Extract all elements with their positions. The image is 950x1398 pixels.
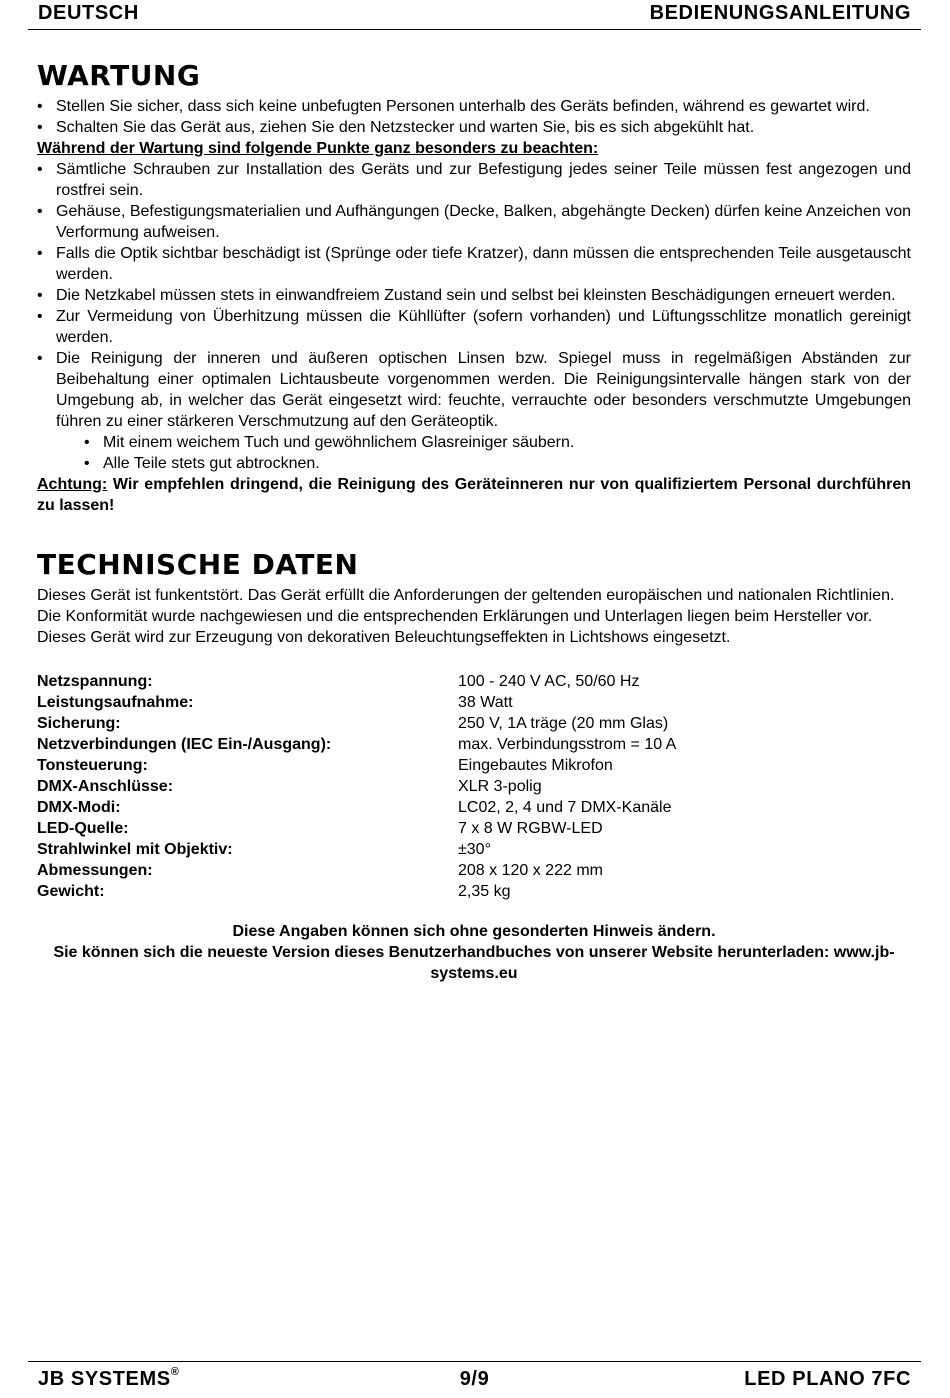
cleaning-steps [37, 432, 911, 474]
spec-label: Tonsteuerung: [37, 757, 148, 774]
spec-row [37, 860, 676, 881]
spec-value: XLR 3-polig [458, 778, 542, 795]
checklist-heading: Während der Wartung sind folgende Punkte ganz besonders zu beachten: [37, 140, 599, 157]
spec-value: max. Verbindungsstrom = 10 A [458, 736, 677, 753]
list-item: • Mit einem weichem Tuch und gewöhnlichem Glasreiniger säubern. [103, 432, 911, 453]
spec-row [37, 713, 676, 734]
spec-label: LED-Quelle: [37, 820, 129, 837]
page-number: 9/9 [459, 1368, 490, 1390]
spec-row [37, 734, 676, 755]
registered-mark: ® [170, 1366, 180, 1378]
header-language: DEUTSCH [38, 2, 139, 24]
spec-value: 208 x 120 x 222 mm [458, 862, 603, 879]
spec-label: Strahlwinkel mit Objektiv: [37, 841, 233, 858]
list-item: • Zur Vermeidung von Überhitzung müssen die Kühllüfter (sofern vorhanden) und Lüftungsschlitze monatlich gereinigt werden. [37, 306, 911, 348]
brand-name: JB SYSTEMS [38, 1368, 171, 1390]
page-footer [28, 1361, 921, 1398]
spec-label: Netzverbindungen (IEC Ein-/Ausgang): [37, 736, 332, 753]
download-note: Sie können sich die neueste Version dieses Benutzerhandbuches von unserer Website herunterladen: www.jb-systems.eu [53, 944, 895, 982]
page-content [37, 56, 911, 984]
spec-value: 2,35 kg [458, 883, 511, 900]
specs-title: TECHNISCHE DATEN [37, 548, 359, 581]
list-item: • Sämtliche Schrauben zur Installation des Geräts und zur Befestigung jedes seiner Teile müssen fest angezogen und rostfrei sein. [37, 159, 911, 201]
list-item: • Die Netzkabel müssen stets in einwandfreiem Zustand sein und selbst bei kleinsten Beschädigungen erneuert werden. [37, 285, 911, 306]
spec-value: 38 Watt [458, 694, 513, 711]
spec-value: 100 - 240 V AC, 50/60 Hz [458, 673, 640, 690]
list-item: • Die Reinigung der inneren und äußeren optischen Linsen bzw. Spiegel muss in regelmäßigen Abständen zur Beibehaltung einer optimalen Lichtausbeute vorgenommen werden. Die Reinigungsintervalle hängen stark von der Umgebung ab, in welcher das Gerät eingesetzt wird: feuchte, verrauchte oder besonders verschmutzte Umgebungen führen zu einer stärkeren Verschmutzung auf den Geräteoptik. [37, 348, 911, 432]
specs-paragraph: Dieses Gerät ist funkentstört. Das Gerät erfüllt die Anforderungen der geltenden europäischen und nationalen Richtlinien. Die Konformität wurde nachgewiesen und die entsprechenden Erklärungen und Unterlagen liegen beim Hersteller vor. [37, 587, 895, 625]
warning-label: Achtung: [37, 476, 108, 493]
list-item: • Gehäuse, Befestigungsmaterialien und Aufhängungen (Decke, Balken, abgehängte Decken) dürfen keine Anzeichen von Verformung aufweisen. [37, 201, 911, 243]
spec-row [37, 671, 676, 692]
change-note: Diese Angaben können sich ohne gesonderten Hinweis ändern. [232, 923, 716, 940]
specs-paragraph: Dieses Gerät wird zur Erzeugung von dekorativen Beleuchtungseffekten in Lichtshows eingesetzt. [37, 629, 731, 646]
header-doc-type: BEDIENUNGSANLEITUNG [649, 2, 911, 24]
spec-label: DMX-Anschlüsse: [37, 778, 174, 795]
spec-row [37, 755, 676, 776]
spec-label: DMX-Modi: [37, 799, 121, 816]
specs-table [37, 671, 676, 902]
list-item: • Alle Teile stets gut abtrocknen. [103, 453, 911, 474]
page-header [28, 0, 921, 30]
spec-row [37, 776, 676, 797]
list-item: • Stellen Sie sicher, dass sich keine unbefugten Personen unterhalb des Geräts befinden, während es gewartet wird. [37, 96, 911, 117]
warning-text: Wir empfehlen dringend, die Reinigung des Geräteinneren nur von qualifiziertem Personal durchführen zu lassen! [37, 476, 911, 514]
spec-row [37, 881, 676, 902]
spec-value: 7 x 8 W RGBW-LED [458, 820, 603, 837]
spec-row [37, 818, 676, 839]
spec-value: LC02, 2, 4 und 7 DMX-Kanäle [458, 799, 672, 816]
spec-value: Eingebautes Mikrofon [458, 757, 613, 774]
spec-value: 250 V, 1A träge (20 mm Glas) [458, 715, 669, 732]
spec-row [37, 839, 676, 860]
maintenance-intro-list [37, 96, 911, 138]
spec-label: Netzspannung: [37, 673, 153, 690]
spec-label: Sicherung: [37, 715, 121, 732]
footer-model: LED PLANO 7FC [744, 1368, 911, 1390]
spec-value: ±30° [458, 841, 491, 858]
maintenance-title: WARTUNG [37, 59, 201, 92]
list-item: • Falls die Optik sichtbar beschädigt ist (Sprünge oder tiefe Kratzer), dann müssen die entsprechenden Teile ausgetauscht werden. [37, 243, 911, 285]
list-item: • Schalten Sie das Gerät aus, ziehen Sie den Netzstecker und warten Sie, bis es sich abgekühlt hat. [37, 117, 911, 138]
spec-row [37, 797, 676, 818]
spec-label: Gewicht: [37, 883, 105, 900]
maintenance-checklist [37, 159, 911, 432]
spec-row [37, 692, 676, 713]
spec-label: Leistungsaufnahme: [37, 694, 194, 711]
spec-label: Abmessungen: [37, 862, 153, 879]
cleaning-warning [37, 474, 911, 516]
